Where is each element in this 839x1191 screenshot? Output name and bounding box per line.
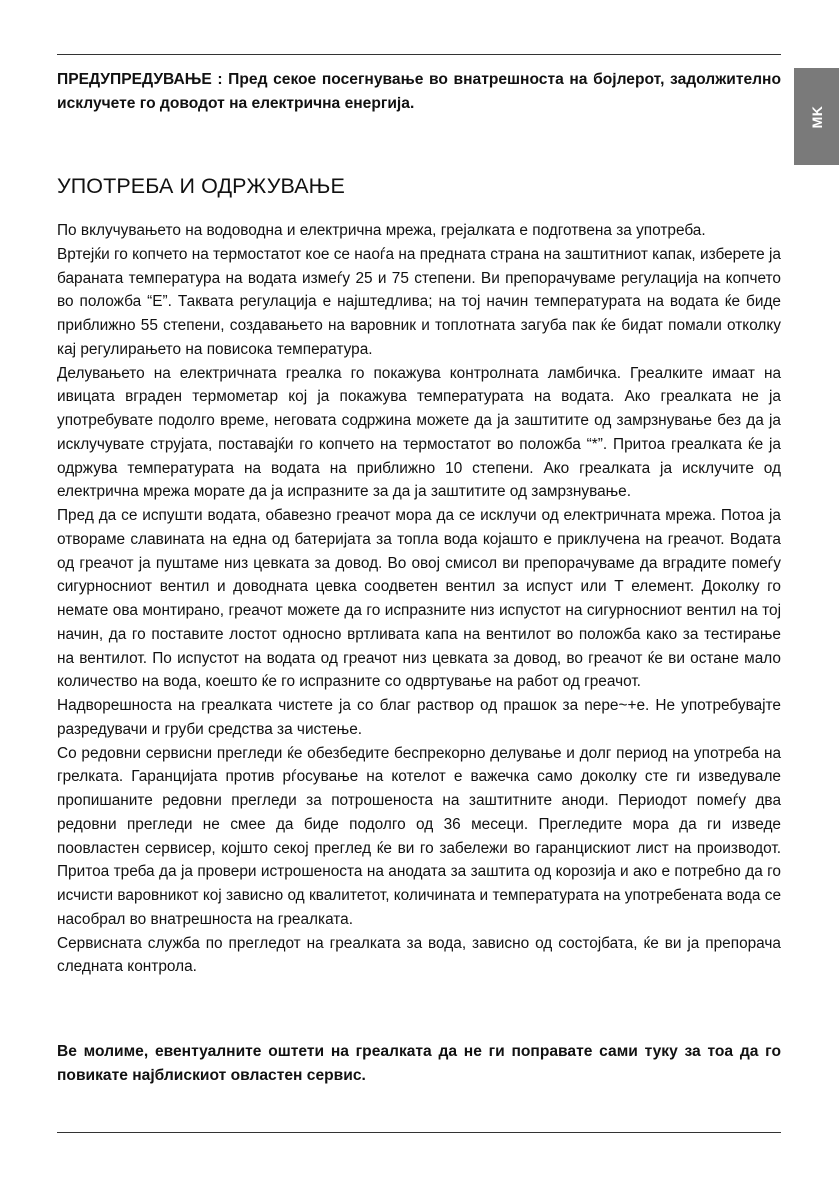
paragraph: Делувањето на електричната греалка го покажува контролната ламбичка. Греалките имаат на ивицата вграден термометар кој ја покажува температурата на водата. Ако греалката не ја употребувате подолго време, неговата содржина можете да ја заштитите од замрзнување без да ја исклучувате струјата, поставајќи го копчето на термостатот во положба “*”. Притоа греалката ќе ја одржува температурата на водата на приближно 10 степени. Ако греалката ја исклучите од електрична мрежа морате да ја испразните за да ја заштитите од замрзнување. <box>57 364 781 501</box>
paragraph: По вклучувањето на водоводна и електрична мрежа, грејалката е подготвена за употреба. <box>57 222 706 239</box>
language-tab-label: MK <box>808 105 825 128</box>
body-text <box>57 219 781 979</box>
section-title: УПОТРЕБА И ОДРЖУВАЊЕ <box>57 174 345 198</box>
top-divider <box>57 54 781 55</box>
paragraph: Надворешноста на греалката чистете ја со благ раствор од прашок за nepe~+e. Не употребувајте разредувачи и груби средства за чистење. <box>57 697 781 738</box>
page-content <box>57 68 781 1084</box>
warning-text: ПРЕДУПРЕДУВАЊЕ : Пред секое посегнување во внатрешноста на бојлерот, задолжително исклучете го доводот на електрична енергија. <box>57 71 781 112</box>
bottom-divider <box>57 1132 781 1133</box>
paragraph: Пред да се испушти водата, обавезно греачот мора да се исклучи од електричната мрежа. Потоа ја отвораме славината на една од батеријата за топла вода којашто е приклучена на греачот. Водата од греачот ја пуштаме низ цевката за довод. Во овој смисол ви препорачуваме да вградите помеѓу сигурносниот вентил и доводната цевка соодветен вентил за испуст или Т елемент. Доколку го немате ова монтирано, греачот можете да го испразните низ испустот на сигурносниот вентил на тој начин, да го поставите лостот односно вртливата капа на вентилот во положба како за тестирање на вентилот. По испустот на водата од греачот низ цевката за довод, во греачот ќе ви остане мало количество на вода, коешто ќе го испразните со одвртување на работ од греачот. <box>57 507 781 691</box>
paragraph: Сервисната служба по прегледот на греалката за вода, зависно од состојбата, ќе ви ја препорача следната контрола. <box>57 934 781 976</box>
closing-note: Ве молиме, евентуалните оштети на греалката да не ги поправате сами туку за тоа да го повикате најблискиот овластен сервис. <box>57 1043 781 1084</box>
paragraph: Вртејќи го копчето на термостатот кое се наоѓа на предната страна на заштитниот капак, изберете ја бараната температура на водата измеѓу 25 и 75 степени. Ви препорачуваме регулација на копчето во положба “Е”. Таквата регулација е најштедлива; на тој начин температурата на водата ќе биде приближно 55 степени, создавањето на варовник и топлотната загуба пак ќе бидат помали отколку кај регулирањето на повисока температура. <box>57 245 781 358</box>
paragraph: Со редовни сервисни прегледи ќе обезбедите беспрекорно делување и долг период на употреба на грелката. Гаранцијата против рѓосување на котелот е важечка само доколку сте ги изведувале пропишаните редовни прегледи за потрошеноста на заштитните аноди. Периодот помеѓу два редовни прегледи не смее да биде подолго од 36 месеци. Прегледите мора да ги изведе поовластен сервисер, којшто секој преглед ќе ви го забележи во гаранцискиот лист на производот. Притоа треба да ја провери истрошеноста на анодата за заштита од корозија и ако е потребно да го исчисти варовникот кој зависно од квалитетот, количината и температурата на употребената вода се насобрал во внатрешноста на греалката. <box>57 744 781 928</box>
language-tab <box>794 68 839 165</box>
